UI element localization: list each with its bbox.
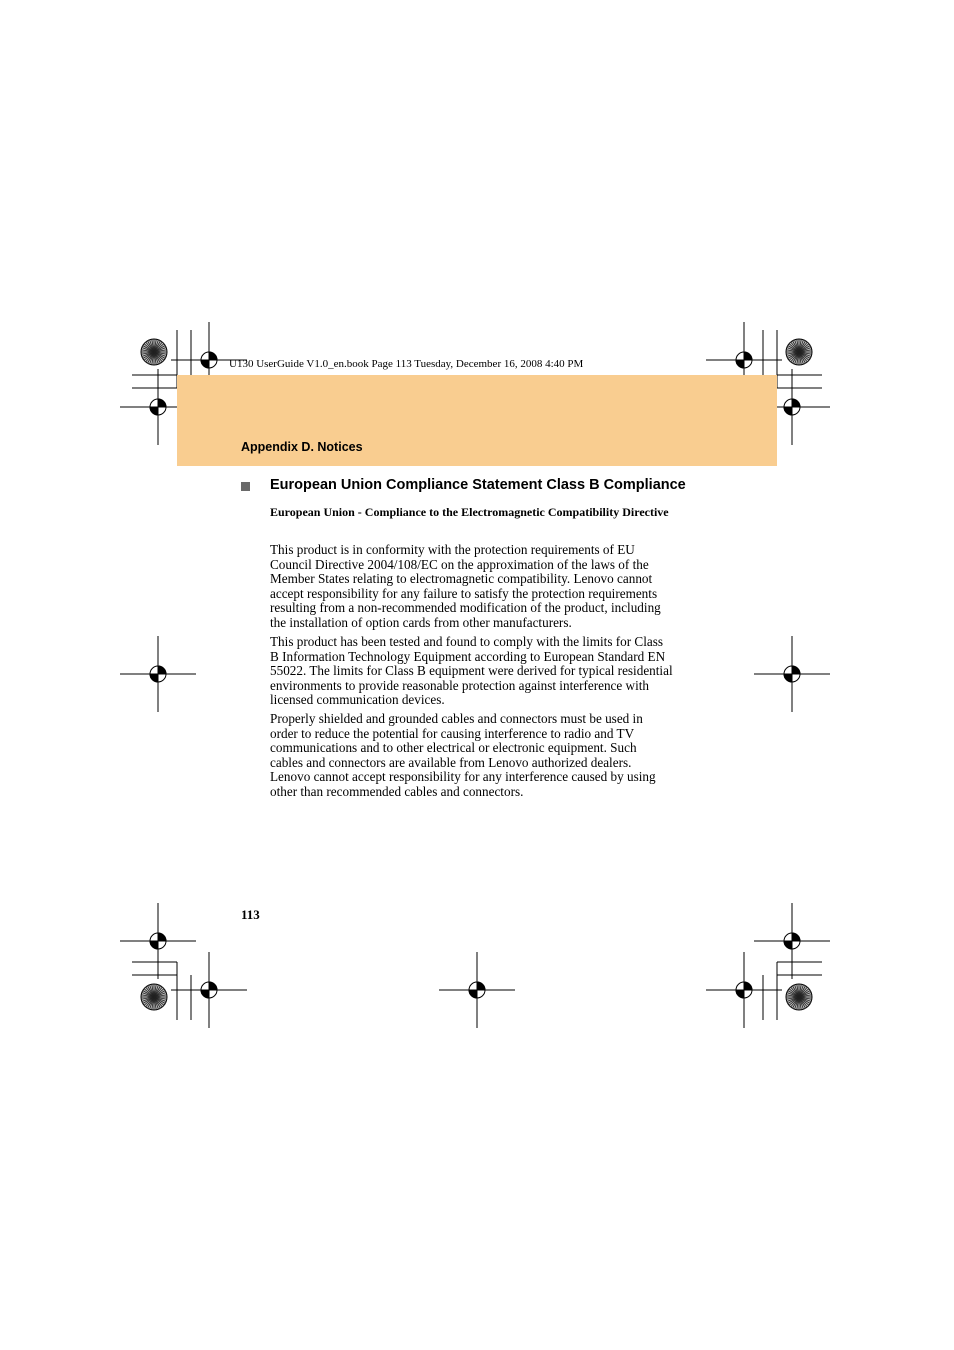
registration-mark-icon [171,952,247,1028]
paragraph-line: licensed communication devices. [270,692,445,708]
paragraph-2 [270,635,700,708]
paragraph-line: environments to provide reasonable protection against interference with [270,677,650,693]
star-target-icon [786,984,812,1010]
paragraph-line: B Information Technology Equipment according to European Standard EN [270,648,666,664]
paragraph-line: 55022. The limits for Class B equipment were derived for typical residential [270,663,673,679]
subtitle: European Union - Compliance to the Electromagnetic Compatibility Directive [270,505,669,519]
section-title: European Union Compliance Statement Class B Compliance [270,477,686,493]
paragraph-line: resulting from a non-recommended modification of the product, including [270,600,661,616]
registration-mark-icon [754,903,830,979]
paragraph-line: other than recommended cables and connectors. [270,783,524,799]
registration-mark-icon [120,636,196,712]
registration-mark-icon [754,636,830,712]
square-bullet-icon [241,482,250,491]
page-number: 113 [241,907,260,922]
star-target-icon [786,339,812,365]
paragraph-line: cables and connectors are available from Lenovo authorized dealers. [270,754,632,770]
registration-mark-icon [120,903,196,979]
paragraph-line: the installation of option cards from other manufacturers. [270,614,572,630]
chapter-title: Appendix D. Notices [241,440,363,454]
paragraph-line: accept responsibility for any failure to satisfy the protection requirements [270,585,658,601]
paragraph-1 [270,543,700,631]
registration-mark-icon [439,952,515,1028]
paragraph-line: Lenovo cannot accept responsibility for any interference caused by using [270,769,656,785]
star-target-icon [141,984,167,1010]
paragraph-line: Council Directive 2004/108/EC on the approximation of the laws of the [270,556,649,572]
paragraph-line: This product has been tested and found to comply with the limits for Class [270,634,663,649]
star-target-icon [141,339,167,365]
print-header: U130 UserGuide V1.0_en.book Page 113 Tuesday, December 16, 2008 4:40 PM [229,358,584,370]
paragraph-line: This product is in conformity with the protection requirements of EU [270,542,635,557]
paragraph-line: Properly shielded and grounded cables and connectors must be used in [270,711,643,726]
paragraph-line: Member States relating to electromagnetic compatibility. Lenovo cannot [270,571,653,587]
paragraph-3 [270,712,700,800]
registration-mark-icon [706,952,782,1028]
paragraph-line: communications and to other electrical or electronic equipment. Such [270,740,637,756]
paragraph-line: order to reduce the potential for causing interference to radio and TV [270,725,635,741]
